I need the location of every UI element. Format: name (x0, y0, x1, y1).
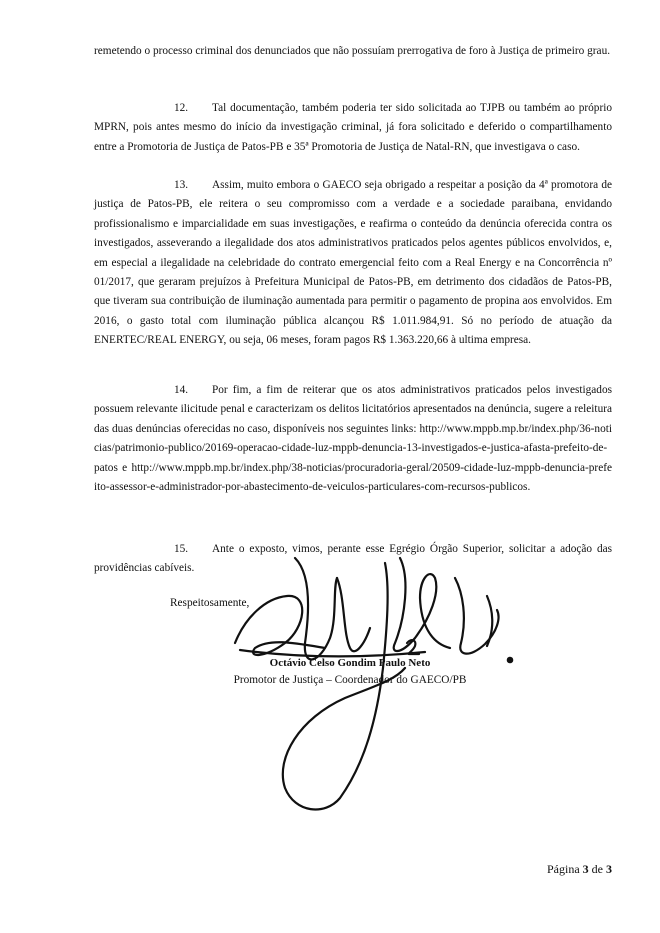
paragraph-13 (94, 176, 612, 351)
signatory-name: Octávio Celso Gondim Paulo Neto (269, 657, 431, 669)
paragraph-12 (94, 99, 612, 157)
paragraph-text: Ante o exposto, vimos, perante esse Egrégio Órgão Superior, solicitar a adoção das providências cabíveis. (94, 543, 612, 575)
paragraph-text: Assim, muito embora o GAECO seja obrigado a respeitar a posição da 4ª promotora de justiça de Patos-PB, ele reitera o seu compromisso com a verdade e a sociedade paraibana, envidando profissionalismo e imparcialidade em suas investigações, e reafirma o conteúdo da denúncia oferecida contra os investigados, asseverando a ilegalidade dos atos administrativos praticados pelos agentes públicos envolvidos, e, em especial a ilegalidade na celebridade do contrato emergencial feito com a Real Energy e na Concorrência nº 01/2017, que geraram prejuízos à Prefeitura Municipal de Patos-PB, em detrimento dos cidadãos de Patos-PB, que tiveram sua contribuição de iluminação aumentada para permitir o pagamento de propina aos envolvidos. Em 2016, o gasto total com iluminação pública alcançou R$ 1.011.984,91. Só no período de atuação da ENERTEC/REAL ENERGY, ou seja, 06 meses, foram pagos R$ 1.363.220,66 à ultima empresa. (94, 179, 612, 347)
closing-salutation: Respeitosamente, (170, 597, 250, 609)
paragraph-number: 12. (174, 102, 189, 114)
paragraph-number: 14. (174, 384, 189, 396)
paragraph-text: Tal documentação, também poderia ter sido solicitada ao TJPB ou também ao próprio MPRN, pois antes mesmo do início da investigação criminal, já fora solicitado e deferido o compartilhamento entre a Promotoria de Justiça de Patos-PB e 35ª Promotoria de Justiça de Natal-RN, que investigava o caso. (94, 102, 612, 153)
paragraph-text: Por fim, a fim de reiterar que os atos administrativos praticados pelos investigados possuem relevante ilicitude penal e caracterizam os delitos licitatórios apresentados na denúncia, sugere a releitura das duas denúncias oferecidas no caso, disponíveis nos seguintes links: (94, 384, 612, 435)
footer-total-pages: 3 (606, 862, 612, 876)
paragraph-14 (94, 381, 612, 497)
footer-current-page: 3 (582, 862, 589, 876)
signatory-role: Promotor de Justiça – Coordenador do GAECO/PB (233, 674, 467, 686)
footer-middle: de (591, 862, 603, 876)
page-number-footer (547, 862, 612, 877)
footer-prefix: Página (547, 862, 580, 876)
link-denuncia-1[interactable]: http://www.mppb.mp.br/index.php/36-noticias/patrimonio-publico/20169-operacao-cidade-luz-mppb-denuncia-13-investigados-e-justica-afasta-prefeito-de-patos (94, 422, 612, 474)
paragraph-number: 13. (174, 179, 189, 191)
link-connector: e (122, 461, 128, 474)
paragraph-number: 15. (174, 543, 189, 555)
paragraph-11-tail (94, 42, 612, 61)
paragraph-text: remetendo o processo criminal dos denunciados que não possuíam prerrogativa de foro à Justiça de primeiro grau. (94, 45, 611, 57)
link-denuncia-2[interactable]: http://www.mppb.mp.br/index.php/38-noticias/procuradoria-geral/20509-cidade-luz-mppb-denuncia-prefeito-assessor-e-administrador-por-abastecimento-de-veiculos-particulares-com-recursos-publicos. (94, 461, 612, 494)
paragraph-15 (94, 540, 612, 579)
